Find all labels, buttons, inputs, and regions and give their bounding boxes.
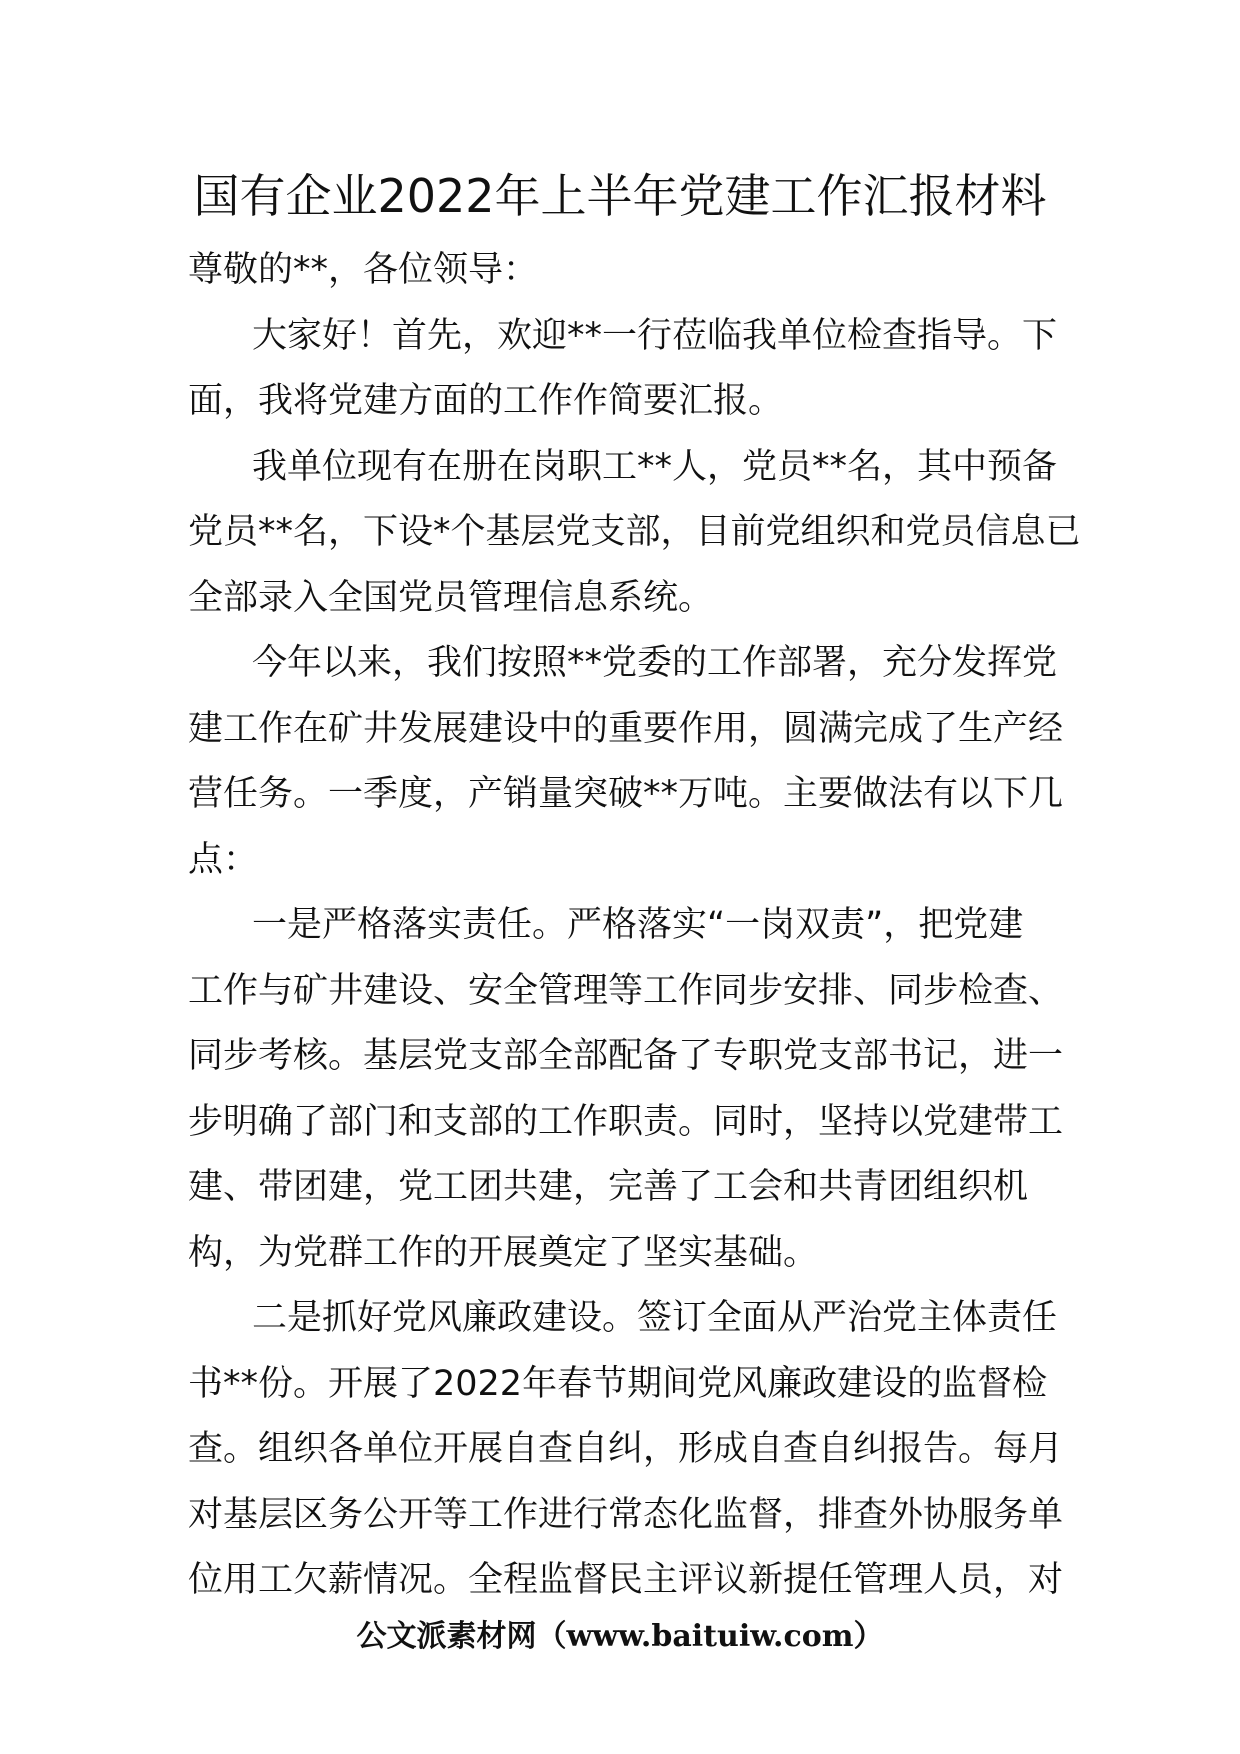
body-line: 面，我将党建方面的工作作简要汇报。 (188, 381, 784, 421)
body-line: 今年以来，我们按照**党委的工作部署，充分发挥党 (252, 643, 1058, 683)
body-line: 书**份。开展了2022年春节期间党风廉政建设的监督检 (188, 1363, 1048, 1404)
body-line: 建工作在矿井发展建设中的重要作用，圆满完成了生产经 (188, 708, 1064, 749)
document-body (188, 238, 1081, 1614)
body-line: 同步考核。基层党支部全部配备了专职党支部书记，进一 (188, 1036, 1064, 1076)
body-line: 我单位现有在册在岗职工**人，党员**名，其中预备 (252, 446, 1058, 487)
body-line: 一是严格落实责任。严格落实“一岗双责”，把党建 (252, 905, 1024, 945)
body-line: 工作与矿井建设、安全管理等工作同步安排、同步检查、 (188, 970, 1064, 1011)
body-line: 构，为党群工作的开展奠定了坚实基础。 (188, 1232, 819, 1273)
body-line: 步明确了部门和支部的工作职责。同时，坚持以党建带工 (188, 1101, 1064, 1142)
body-line: 对基层区务公开等工作进行常态化监督，排查外协服务单 (188, 1494, 1064, 1535)
body-line: 位用工欠薪情况。全程监督民主评议新提任管理人员，对 (188, 1560, 1064, 1600)
body-line: 营任务。一季度，产销量突破**万吨。主要做法有以下几 (188, 774, 1064, 814)
body-line: 全部录入全国党员管理信息系统。 (188, 577, 714, 618)
body-line: 二是抓好党风廉政建设。签订全面从严治党主体责任 (252, 1298, 1058, 1338)
body-line: 党员**名，下设*个基层党支部，目前党组织和党员信息已 (188, 512, 1081, 552)
document-title: 国有企业2022年上半年党建工作汇报材料 (193, 169, 1047, 223)
body-line: 点： (188, 839, 259, 880)
footer-watermark: 公文派素材网（www.baituiw.com） (356, 1619, 884, 1654)
body-line: 查。组织各单位开展自查自纠，形成自查自纠报告。每月 (188, 1429, 1064, 1469)
body-line: 大家好！首先，欢迎**一行莅临我单位检查指导。下 (252, 315, 1058, 356)
body-line: 尊敬的**，各位领导： (188, 250, 539, 290)
body-line: 建、带团建，党工团共建，完善了工会和共青团组织机 (188, 1167, 1029, 1207)
